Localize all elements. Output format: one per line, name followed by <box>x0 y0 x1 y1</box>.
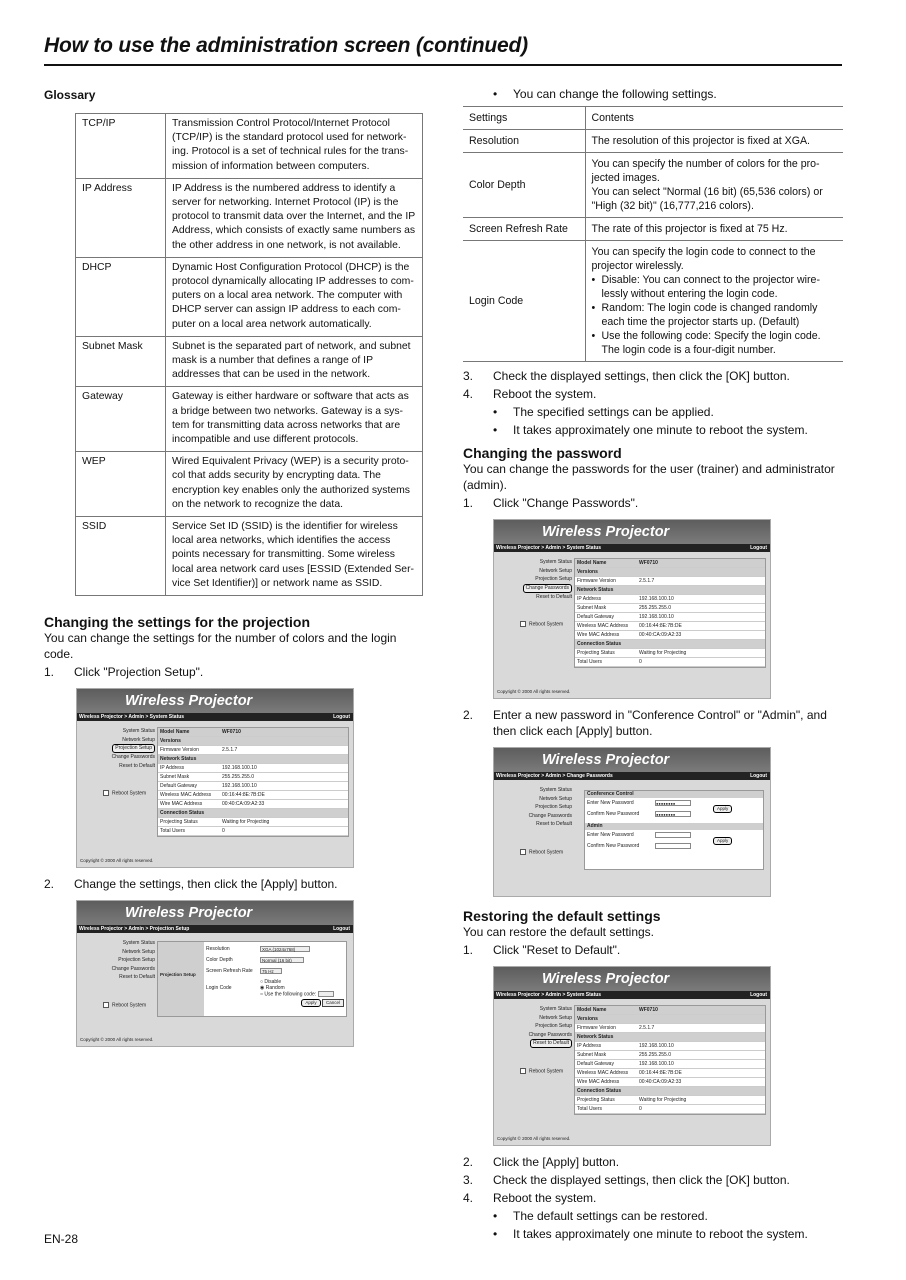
menu-item-projection-setup[interactable]: Projection Setup <box>112 744 155 753</box>
restore-step-4 <box>463 1190 843 1206</box>
step-text: Check the displayed settings, then click the [OK] button. <box>493 1173 790 1187</box>
status-label: Wire MAC Address <box>575 631 637 640</box>
status-value: 255.255.255.0 <box>637 1051 765 1060</box>
password-intro: You can change the passwords for the user (trainer) and administrator (admin). <box>463 462 835 492</box>
projection-step-1 <box>44 664 426 680</box>
menu-item-projection-setup[interactable]: Projection Setup <box>535 576 572 583</box>
password-step-2 <box>463 707 843 739</box>
settings-table <box>463 106 843 362</box>
glossary-definition: Gateway is either hardware or software that acts as a bridge between two networks. Gateway is a sys-tem for transmitting data across networks that are incompatible and use different protocols. <box>166 387 423 452</box>
step-number: 4. <box>463 387 474 401</box>
setting-desc <box>585 153 843 218</box>
menu-item-network-setup[interactable]: Network Setup <box>539 795 572 802</box>
glossary-row <box>76 178 423 257</box>
step-number: 3. <box>463 369 474 383</box>
admin-apply-button[interactable]: Apply <box>713 837 732 845</box>
status-value: 192.168.100.10 <box>637 595 765 604</box>
status-section: Network Status <box>158 755 348 764</box>
status-label: Model Name <box>158 728 220 737</box>
status-section: Network Status <box>575 1033 765 1042</box>
color-depth-label: Color Depth <box>206 957 233 964</box>
status-label: Projecting Status <box>575 1096 637 1105</box>
status-value: 00:40:CA:09:A2:33 <box>220 800 348 809</box>
status-section: Connection Status <box>575 1087 765 1096</box>
setting-desc-line: You can select "Normal (16 bit) (65,536 colors) or "High (32 bit)" (16,777,216 colors). <box>591 186 823 212</box>
glossary-term: Gateway <box>76 387 166 452</box>
glossary-row <box>76 452 423 517</box>
bullet-dot: • <box>493 87 498 101</box>
status-label: Default Gateway <box>575 1060 637 1069</box>
step-number: 4. <box>463 1191 474 1205</box>
reboot-system-checkbox[interactable]: Reboot System <box>103 1002 146 1008</box>
projection-panel <box>157 941 347 1017</box>
conference-header: Conference Control <box>585 791 763 798</box>
title-rule <box>44 64 842 66</box>
login-option-text: Disable: You can connect to the projector wire-lessly without entering the login code. <box>601 274 820 300</box>
setting-desc: The rate of this projector is fixed at 75 Hz. <box>585 218 843 241</box>
setting-desc-line: You can specify the login code to connect to the projector wirelessly. <box>591 246 816 272</box>
status-value: 00:40:CA:09:A2:33 <box>637 1078 765 1087</box>
restore-heading: Restoring the default settings <box>463 908 661 924</box>
status-value: 00:16:44:8E:7B:DE <box>220 791 348 800</box>
setting-desc <box>585 241 843 362</box>
admin-confirm-input[interactable] <box>655 843 691 849</box>
step-number: 2. <box>463 1155 474 1169</box>
conference-confirm-input[interactable]: ●●●●●●●● <box>655 811 691 817</box>
logout-link[interactable]: Logout <box>333 926 350 933</box>
status-section: Network Status <box>575 586 765 595</box>
enter-password-label: Enter New Password <box>587 832 634 838</box>
status-label: Wireless MAC Address <box>575 622 637 631</box>
status-label: IP Address <box>575 1042 637 1051</box>
screenshot-banner: Wireless Projector <box>494 520 770 544</box>
step-number: 3. <box>463 1173 474 1187</box>
login-option-text: Random: The login code is changed randomly each time the projector starts up. (Default) <box>601 302 818 328</box>
menu-item-projection-setup[interactable]: Projection Setup <box>535 804 572 811</box>
projection-step-3 <box>463 368 843 384</box>
menu-item-system-status[interactable]: System Status <box>539 559 572 565</box>
screenshot-reset-default <box>493 966 771 1146</box>
status-section: Versions <box>158 737 348 746</box>
projection-step-2 <box>44 876 426 892</box>
refresh-rate-label: Screen Refresh Rate <box>206 968 253 975</box>
status-value: 192.168.100.10 <box>637 1060 765 1069</box>
glossary-definition: Subnet is the separated part of network, and subnet mask is a number that defines a range of IP addresses that can be used in the network. <box>166 336 423 387</box>
step-text: Reboot the system. <box>493 1191 597 1205</box>
status-value: 192.168.100.10 <box>637 613 765 622</box>
menu-item-network-setup[interactable]: Network Setup <box>122 948 155 955</box>
menu-item-reset-default[interactable]: Reset to Default <box>119 974 155 981</box>
step-number: 1. <box>463 943 474 957</box>
glossary-definition: Dynamic Host Configuration Protocol (DHCP) is the protocol dynamically allocating IP addresses to com-puters on a local area network. The computer with DHCP server can assign IP address to each com-puter on a local area network automatically. <box>166 257 423 336</box>
status-label: Model Name <box>575 1006 637 1015</box>
screenshot-change-passwords <box>493 747 771 897</box>
screenshot-banner: Wireless Projector <box>494 748 770 772</box>
resolution-label: Resolution <box>206 946 230 953</box>
breadcrumb: Wireless Projector > Admin > System Status <box>496 545 602 551</box>
login-code-label: Login Code <box>206 985 232 992</box>
status-value: Waiting for Projecting <box>637 1096 765 1105</box>
screenshot-menu <box>494 558 572 601</box>
glossary-row <box>76 387 423 452</box>
menu-item-system-status[interactable]: System Status <box>539 787 572 793</box>
status-value: Waiting for Projecting <box>220 818 348 827</box>
screenshot-banner: Wireless Projector <box>77 901 353 925</box>
status-label: IP Address <box>575 595 637 604</box>
restore-bullet: • The default settings can be restored. <box>493 1209 708 1223</box>
status-label: Projecting Status <box>575 649 637 658</box>
menu-item-change-passwords[interactable]: Change Passwords <box>523 584 572 593</box>
step-text: Click "Reset to Default". <box>493 943 621 957</box>
step-text: Enter a new password in "Conference Control" or "Admin", and then click each [Apply] button. <box>493 708 827 738</box>
setting-desc-line: You can specify the number of colors for the pro-jected images. <box>591 158 820 184</box>
status-panel <box>157 727 349 837</box>
status-label: Wire MAC Address <box>158 800 220 809</box>
menu-item-change-passwords[interactable]: Change Passwords <box>111 965 155 972</box>
screenshot-navbar <box>494 991 770 999</box>
screenshot-menu <box>77 727 155 770</box>
setting-name: Resolution <box>463 130 585 153</box>
breadcrumb: Wireless Projector > Admin > System Status <box>79 714 185 721</box>
logout-link[interactable]: Logout <box>750 545 767 551</box>
admin-header: Admin <box>585 823 763 830</box>
glossary-row <box>76 517 423 596</box>
step-text: Change the settings, then click the [Apply] button. <box>74 877 338 892</box>
settings-row <box>463 153 843 218</box>
confirm-password-label: Confirm New Password <box>587 843 640 849</box>
restore-intro: You can restore the default settings. <box>463 925 655 939</box>
option-disable[interactable]: Disable <box>264 979 282 986</box>
projection-step-4 <box>463 386 843 402</box>
glossary-definition: Service Set ID (SSID) is the identifier for wireless local area networks, which identifies the access points necessary for transmitting. Some wireless local area network card uses [ESSID (Extended Ser-vice Set Identifier)] or network name as SSID. <box>166 517 423 596</box>
screenshot-change-passwords-select <box>493 519 771 699</box>
glossary-heading: Glossary <box>44 88 96 102</box>
color-depth-select[interactable]: Normal (16 bit) <box>260 957 304 963</box>
menu-item-change-passwords[interactable]: Change Passwords <box>528 1031 572 1038</box>
status-section: Connection Status <box>575 640 765 649</box>
status-label: Total Users <box>575 1105 637 1114</box>
setting-desc: The resolution of this projector is fixed at XGA. <box>585 130 843 153</box>
menu-item-network-setup[interactable]: Network Setup <box>122 736 155 743</box>
reboot-system-checkbox[interactable]: Reboot System <box>520 1068 563 1074</box>
settings-header-row <box>463 107 843 130</box>
glossary-definition: Transmission Control Protocol/Internet Protocol (TCP/IP) is the standard protocol used for network-ing. Protocol is a set of technical rules for the trans-mission of information between computers. <box>166 114 423 179</box>
status-label: Firmware Version <box>575 1024 637 1033</box>
status-value: WF0710 <box>220 728 348 737</box>
restore-bullet: • It takes approximately one minute to reboot the system. <box>493 1227 808 1241</box>
menu-item-change-passwords[interactable]: Change Passwords <box>111 754 155 761</box>
status-value: 0 <box>637 1105 765 1114</box>
projection-group-label: Projection Setup <box>158 942 204 1016</box>
glossary-definition: Wired Equivalent Privacy (WEP) is a security proto-col that adds security by encrypting data. The encryption key enables only the authorized systems on the network to recognize the data. <box>166 452 423 517</box>
status-section: Connection Status <box>158 809 348 818</box>
enter-password-label: Enter New Password <box>587 800 634 806</box>
bullet-text: It takes approximately one minute to reboot the system. <box>513 1227 808 1241</box>
glossary-term: Subnet Mask <box>76 336 166 387</box>
option-use-code[interactable]: Use the following code: <box>264 991 317 998</box>
screenshot-menu <box>494 786 572 829</box>
glossary-row <box>76 257 423 336</box>
reboot-system-checkbox[interactable]: Reboot System <box>103 790 146 796</box>
screenshot-menu <box>494 1005 572 1048</box>
menu-item-system-status[interactable]: System Status <box>122 728 155 735</box>
status-section: Versions <box>575 568 765 577</box>
status-label: Wireless MAC Address <box>575 1069 637 1078</box>
glossary-table <box>75 113 423 596</box>
page-title: How to use the administration screen (continued) <box>44 34 528 57</box>
login-code-options: ○ Disable ◉ Random ○ Use the following code: <box>260 979 334 997</box>
password-step-1 <box>463 495 843 511</box>
step-text: Click "Change Passwords". <box>493 496 639 510</box>
menu-item-network-setup[interactable]: Network Setup <box>539 1014 572 1021</box>
menu-item-projection-setup[interactable]: Projection Setup <box>535 1023 572 1030</box>
projection-heading: Changing the settings for the projection <box>44 614 310 631</box>
status-value: 0 <box>220 827 348 836</box>
copyright: Copyright © 2000 All rights reserved. <box>80 1037 154 1043</box>
copyright: Copyright © 2000 All rights reserved. <box>497 1136 571 1141</box>
menu-item-reset-default[interactable]: Reset to Default <box>530 1039 572 1048</box>
screenshot-navbar <box>494 772 770 780</box>
glossary-term: IP Address <box>76 178 166 257</box>
restore-step-3 <box>463 1172 843 1188</box>
step-number: 2. <box>44 877 55 892</box>
status-value: Waiting for Projecting <box>637 649 765 658</box>
step-number: 1. <box>463 496 474 510</box>
option-random[interactable]: Random <box>265 985 285 992</box>
status-value: 0 <box>637 658 765 667</box>
status-value: 2.5.1.7 <box>637 1024 765 1033</box>
status-value: 192.168.100.10 <box>220 764 348 773</box>
step-number: 1. <box>44 665 55 680</box>
breadcrumb: Wireless Projector > Admin > Change Passwords <box>496 773 613 779</box>
status-label: Subnet Mask <box>575 604 637 613</box>
menu-item-system-status[interactable]: System Status <box>539 1006 572 1012</box>
projection-intro: You can change the settings for the number of colors and the login code. <box>44 631 397 662</box>
passwords-panel <box>584 790 764 870</box>
page-number: EN-28 <box>44 1232 79 1246</box>
status-label: Total Users <box>575 658 637 667</box>
status-value: 00:16:44:8E:7B:DE <box>637 1069 765 1078</box>
glossary-term: WEP <box>76 452 166 517</box>
contents-col-header: Contents <box>585 107 843 130</box>
menu-item-network-setup[interactable]: Network Setup <box>539 567 572 574</box>
apply-button[interactable]: Apply <box>301 999 320 1007</box>
status-label: Wire MAC Address <box>575 1078 637 1087</box>
status-label: Firmware Version <box>575 577 637 586</box>
login-code-input[interactable] <box>318 991 334 997</box>
menu-item-reset-default[interactable]: Reset to Default <box>536 593 572 600</box>
screenshot-navbar <box>77 713 353 721</box>
settings-row <box>463 218 843 241</box>
glossary-term: DHCP <box>76 257 166 336</box>
login-option: • Disable: You can connect to the projector wire-lessly without entering the login code. <box>592 273 838 301</box>
menu-item-reset-default[interactable]: Reset to Default <box>536 821 572 828</box>
status-value: WF0710 <box>637 1006 765 1015</box>
status-panel <box>574 1005 766 1115</box>
status-label: Default Gateway <box>575 613 637 622</box>
admin-password-input[interactable] <box>655 832 691 838</box>
status-value: 00:16:44:8E:7B:DE <box>637 622 765 631</box>
breadcrumb: Wireless Projector > Admin > System Status <box>496 992 602 998</box>
right-column <box>463 86 843 1242</box>
setting-name: Color Depth <box>463 153 585 218</box>
status-value: 00:40:CA:09:A2:33 <box>637 631 765 640</box>
login-option: • Use the following code: Specify the login code. The login code is a four-digit number. <box>592 329 838 357</box>
status-label: Wireless MAC Address <box>158 791 220 800</box>
status-label: IP Address <box>158 764 220 773</box>
logout-link[interactable]: Logout <box>333 714 350 721</box>
refresh-rate-select[interactable]: 75 Hz <box>260 968 282 974</box>
status-value: 192.168.100.10 <box>637 1042 765 1051</box>
menu-item-change-passwords[interactable]: Change Passwords <box>528 812 572 819</box>
status-value: WF0710 <box>637 559 765 568</box>
settings-row <box>463 241 843 362</box>
screenshot-banner: Wireless Projector <box>494 967 770 991</box>
status-label: Subnet Mask <box>575 1051 637 1060</box>
cancel-button[interactable]: Cancel <box>322 999 344 1007</box>
reboot-system-checkbox[interactable]: Reboot System <box>520 621 563 627</box>
bullet-text: The specified settings can be applied. <box>513 405 714 419</box>
restore-step-2 <box>463 1154 843 1170</box>
conference-apply-button[interactable]: Apply <box>713 805 732 813</box>
copyright: Copyright © 2000 All rights reserved. <box>80 858 154 864</box>
left-column <box>44 86 426 1047</box>
copyright: Copyright © 2000 All rights reserved. <box>497 689 571 694</box>
glossary-row <box>76 336 423 387</box>
step4-bullet: • It takes approximately one minute to reboot the system. <box>493 423 808 437</box>
glossary-row <box>76 114 423 179</box>
screenshot-menu <box>77 939 155 982</box>
status-value: 255.255.255.0 <box>637 604 765 613</box>
bullet-text: The default settings can be restored. <box>513 1209 708 1223</box>
projection-fields <box>206 944 344 1009</box>
login-option-text: Use the following code: Specify the login code. The login code is a four-digit number. <box>601 330 821 356</box>
status-section: Versions <box>575 1015 765 1024</box>
password-heading: Changing the password <box>463 445 622 461</box>
breadcrumb: Wireless Projector > Admin > Projection Setup <box>79 926 190 933</box>
menu-item-projection-setup[interactable]: Projection Setup <box>118 957 155 964</box>
status-panel <box>574 558 766 668</box>
status-label: Projecting Status <box>158 818 220 827</box>
screenshot-projection-setup <box>76 900 354 1047</box>
screenshot-system-status <box>76 688 354 868</box>
logout-link[interactable]: Logout <box>750 992 767 998</box>
settings-row <box>463 130 843 153</box>
step-text: Check the displayed settings, then click the [OK] button. <box>493 369 790 383</box>
bullet-text: You can change the following settings. <box>513 87 717 101</box>
logout-link[interactable]: Logout <box>750 773 767 779</box>
setting-name: Login Code <box>463 241 585 362</box>
step-number: 2. <box>463 708 474 722</box>
restore-step-1 <box>463 942 843 958</box>
step-text: Click the [Apply] button. <box>493 1155 620 1169</box>
settings-col-header: Settings <box>463 107 585 130</box>
confirm-password-label: Confirm New Password <box>587 811 640 817</box>
setting-name: Screen Refresh Rate <box>463 218 585 241</box>
step-text: Click "Projection Setup". <box>74 665 204 680</box>
screenshot-navbar <box>494 544 770 552</box>
screenshot-banner: Wireless Projector <box>77 689 353 713</box>
status-value: 2.5.1.7 <box>637 577 765 586</box>
status-label: Model Name <box>575 559 637 568</box>
step-text: Reboot the system. <box>493 387 597 401</box>
conference-password-input[interactable]: ●●●●●●●● <box>655 800 691 806</box>
status-value: 2.5.1.7 <box>220 746 348 755</box>
menu-item-system-status[interactable]: System Status <box>122 940 155 947</box>
status-value: 192.168.100.10 <box>220 782 348 791</box>
step4-bullet: • The specified settings can be applied. <box>493 405 714 419</box>
glossary-definition: IP Address is the numbered address to identify a server for networking. Internet Protocol (IP) is the protocol to transmit data over the Internet, and the IP Address, which consists of exactly same numbers as the other address in one network, is not available. <box>166 178 423 257</box>
menu-item-reset-default[interactable]: Reset to Default <box>119 762 155 769</box>
status-value: 255.255.255.0 <box>220 773 348 782</box>
login-option: • Random: The login code is changed randomly each time the projector starts up. (Default) <box>592 301 838 329</box>
status-label: Total Users <box>158 827 220 836</box>
settings-bullet <box>463 86 843 102</box>
bullet-text: It takes approximately one minute to reboot the system. <box>513 423 808 437</box>
glossary-term: SSID <box>76 517 166 596</box>
reboot-system-checkbox[interactable]: Reboot System <box>520 849 563 855</box>
status-label: Subnet Mask <box>158 773 220 782</box>
status-label: Firmware Version <box>158 746 220 755</box>
glossary-term: TCP/IP <box>76 114 166 179</box>
screenshot-navbar <box>77 925 353 933</box>
resolution-select[interactable]: XGA (1024x768) <box>260 946 310 952</box>
status-label: Default Gateway <box>158 782 220 791</box>
